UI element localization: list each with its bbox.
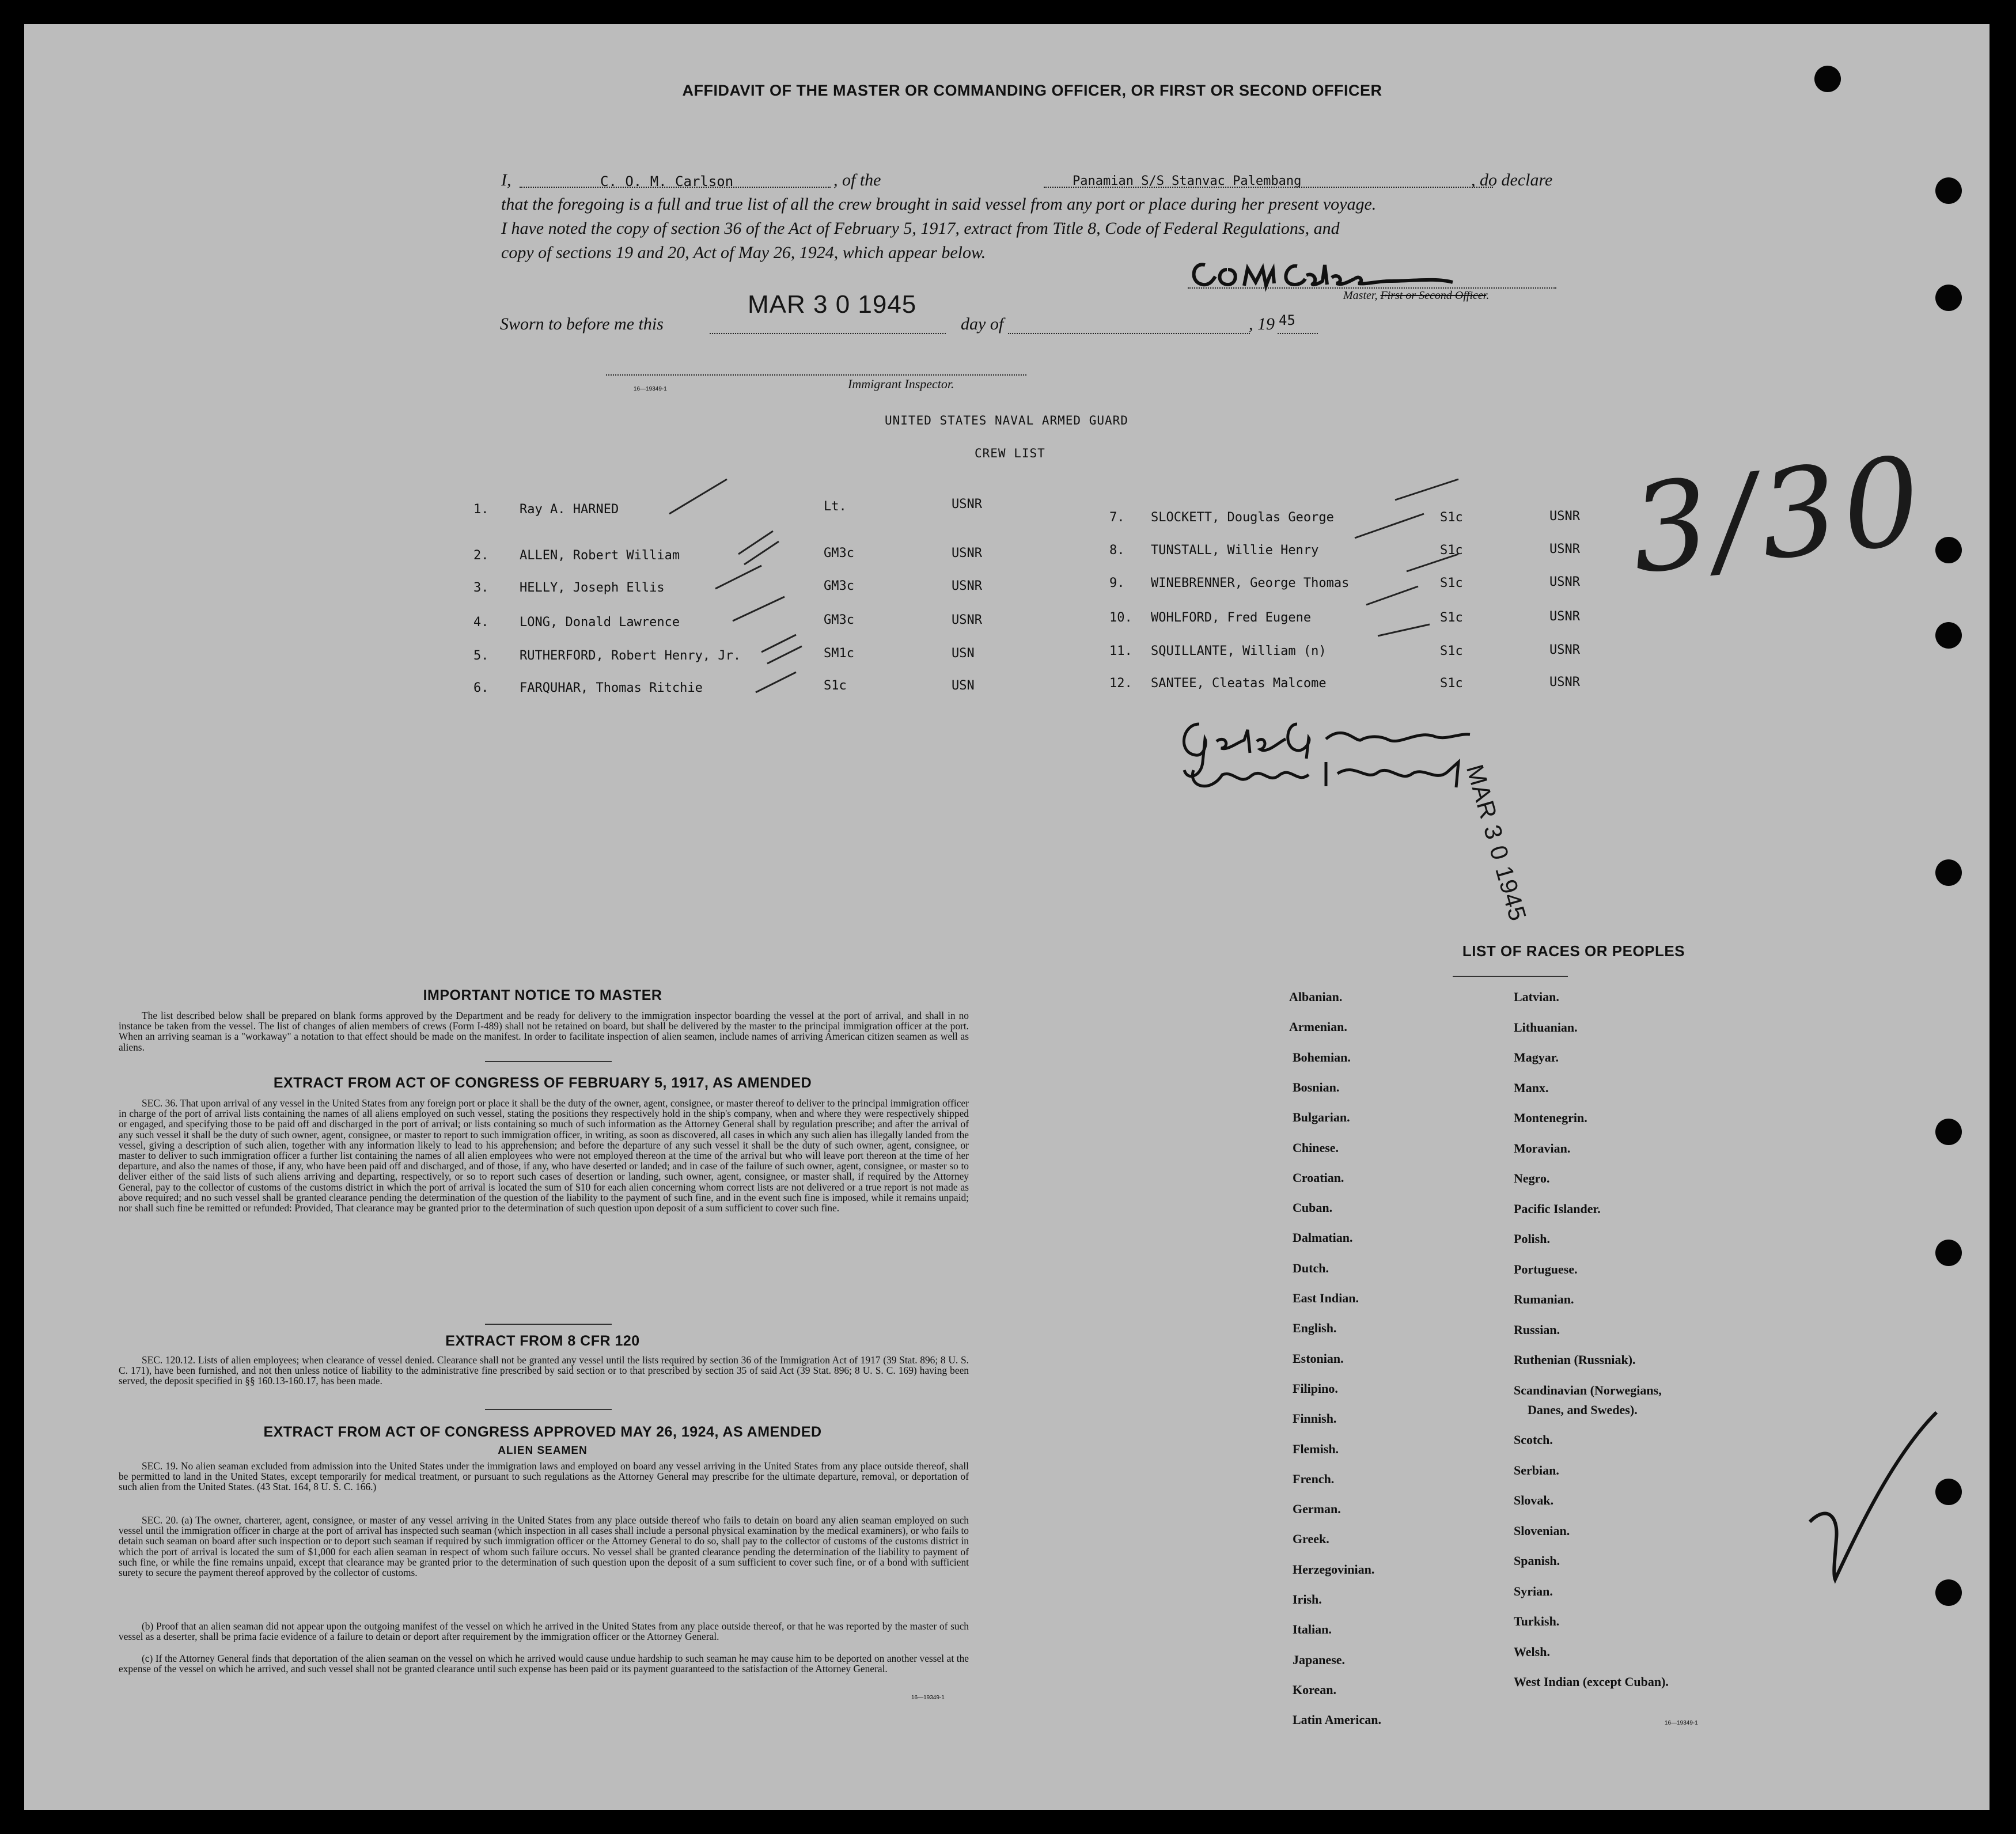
race-item: Filipino. bbox=[1293, 1381, 1338, 1396]
binder-hole bbox=[1935, 177, 1962, 204]
form-number: 16—19349-1 bbox=[911, 1695, 945, 1701]
race-item: Spanish. bbox=[1514, 1553, 1560, 1568]
crew-row: 7. bbox=[1109, 510, 1125, 525]
naval-guard-title: UNITED STATES NAVAL ARMED GUARD bbox=[885, 414, 1128, 427]
race-item: Dutch. bbox=[1293, 1260, 1329, 1275]
race-item: German. bbox=[1293, 1502, 1341, 1517]
document-page bbox=[24, 24, 1990, 1810]
extract-1924-sec20c: (c) If the Attorney General finds that deportation of the alien seaman on the vessel on which he arrived would cause undue hardship to such seaman he may cause him to be deported on another vessel at the expense of the vessel on which he arrived, and such vessel shall not be granted clearance until such expense has been paid or its payment guaranteed to the satisfaction of the Attorney General. bbox=[119, 1653, 969, 1675]
crew-name: WINEBRENNER, George Thomas bbox=[1151, 576, 1350, 590]
race-item: English. bbox=[1293, 1321, 1337, 1336]
crew-row: 4. bbox=[473, 615, 489, 630]
binder-hole bbox=[1935, 1240, 1962, 1266]
alien-seamen-subtitle: ALIEN SEAMEN bbox=[498, 1445, 588, 1457]
extract-1917-title: EXTRACT FROM ACT OF CONGRESS OF FEBRUARY 5, 1917, AS AMENDED bbox=[273, 1075, 812, 1091]
crew-service: USNR bbox=[952, 613, 982, 627]
race-item: Irish. bbox=[1293, 1592, 1322, 1606]
crew-name: HELLY, Joseph Ellis bbox=[520, 581, 665, 595]
crew-rating: S1c bbox=[824, 679, 847, 693]
crew-rating: GM3c bbox=[824, 579, 854, 593]
crew-name: FARQUHAR, Thomas Ritchie bbox=[520, 681, 703, 695]
crew-service: USN bbox=[952, 679, 975, 693]
extract-cfr-title: EXTRACT FROM 8 CFR 120 bbox=[445, 1333, 640, 1349]
binder-hole bbox=[1935, 1579, 1962, 1606]
race-item: Montenegrin. bbox=[1514, 1111, 1587, 1125]
race-item: Syrian. bbox=[1514, 1583, 1553, 1598]
race-item: Herzegovinian. bbox=[1293, 1562, 1375, 1577]
signature-line bbox=[1188, 287, 1556, 289]
race-item: Portuguese. bbox=[1514, 1261, 1578, 1276]
extract-1924-sec20b: (b) Proof that an alien seaman did not appear upon the outgoing manifest of the vessel on which he arrived in the United States from any place outside thereof, or that he was reported by the master of such vessel as a deserter, shall be prima facie evidence of a failure to detain or deport after requirement by the immigration officer or the Attorney General. bbox=[119, 1620, 969, 1643]
notice-text: The list described below shall be prepared on blank forms approved by the Department and be ready for delivery to the immigration inspector boarding the vessel at the port of arrival, and shall in no instance be taken from the vessel. The list of changes of alien members of crews (Form I-489) shall not be retained on board, but shall be delivered by the master to the principal immigration officer at the port. When an arriving seaman is a "workaway" a notation to that effect should be made on the manifest. In order to facilitate inspection of alien seamen, include names of arriving American citizen seamen as well as aliens. bbox=[119, 1010, 969, 1053]
crew-rating: Lt. bbox=[824, 499, 847, 514]
crew-list-title: CREW LIST bbox=[975, 446, 1045, 460]
affidavit-title: AFFIDAVIT OF THE MASTER OR COMMANDING OFFICER, OR FIRST OR SECOND OFFICER bbox=[682, 82, 1382, 99]
divider bbox=[485, 1061, 612, 1062]
extract-1924-sec20a: SEC. 20. (a) The owner, charterer, agent, consignee, or master of any vessel arriving in the United States from any place outside thereof who fails to detain on board any alien seaman employed on such vessel until the immigration officer in charge at the port of arrival has inspected such seaman (which inspection in all cases shall include a personal physical examination by the medical examiners), or who fails to detain such seaman on board after such inspection or to deport such seaman if required by such immigration officer or the Attorney General to do so, shall pay to the collector of customs of the customs district in which the port of arrival is located the sum of $1,000 for each alien seaman in respect of whom such failure occurs. No vessel shall be granted clearance pending the determination of the liability to payment of such fine, or while the fine remains unpaid, except that clearance may be granted prior to the determination of such question upon the deposit of a sum sufficient to cover such fine, or of a bond with sufficient surety to secure the payment thereof approved by the collector of customs. bbox=[119, 1514, 969, 1579]
race-item: Scandinavian (Norwegians, bbox=[1514, 1382, 1662, 1397]
crew-rating: SM1c bbox=[824, 646, 854, 661]
crew-service: USNR bbox=[1549, 509, 1580, 524]
race-item: Pacific Islander. bbox=[1514, 1201, 1601, 1216]
crew-name: Ray A. HARNED bbox=[520, 502, 619, 517]
race-item: Lithuanian. bbox=[1514, 1020, 1578, 1035]
inspector-signature bbox=[1170, 707, 1493, 799]
extract-1917-text: SEC. 36. That upon arrival of any vessel in the United States from any foreign port or place it shall be the duty of the owner, agent, consignee, or master thereof to deliver to the principal immigration officer in charge of the port of arrival lists containing the names of all aliens employed on such vessel, stating the positions they respectively hold in the ship's company, when and where they were respectively shipped or engaged, and specifying those to be paid off and discharged in the port of arrival; or lists containing so much of such information as the Attorney General shall by regulation prescribe; and after the arrival of any such vessel it shall be the duty of such owner, agent, consignee, or master to report to such immigration officer, in writing, as soon as discovered, all cases in which any such alien has illegally landed from the vessel, giving a description of such alien, together with any information likely to lead to his apprehension; and before the departure of any such vessel it shall be the duty of such owner, agent, consignee, or master to deliver to such immigration officer a further list containing the names of all alien employees who were not employed thereon at the time of the arrival but who will leave port thereon at the time of her departure, and also the names of those, if any, who have been paid off and discharged, and of those, if any, who have deserted or landed; and in case of the failure of such owner, agent, consignee, or master so to deliver either of the said lists of such aliens arriving and departing, respectively, or so to report such cases of desertion or landing, such owner, agent, consignee, or master shall, if required by the Attorney General, pay to the collector of customs of the customs district in which the port of arrival is located the sum of $10 for each alien concerning whom correct lists are not delivered or a true report is not made as above required; and no such vessel shall be granted clearance pending the determination of the question of the liability to the payment of such fine, and in the event such fine is imposed, while it remains unpaid; nor shall such fine be remitted or refunded: Provided, That clearance may be granted prior to the determination of such question upon deposit of a sum sufficient to cover such fine. bbox=[119, 1097, 969, 1214]
race-item: Japanese. bbox=[1293, 1652, 1346, 1667]
notice-title: IMPORTANT NOTICE TO MASTER bbox=[423, 987, 662, 1003]
crew-name: ALLEN, Robert William bbox=[520, 548, 680, 563]
vertical-date-stamp: MAR 3 0 1945 bbox=[1461, 761, 1532, 924]
crew-name: TUNSTALL, Willie Henry bbox=[1151, 543, 1319, 558]
year-label: , 19 bbox=[1249, 314, 1275, 334]
crew-service: USNR bbox=[1549, 609, 1580, 624]
binder-hole bbox=[1935, 1119, 1962, 1145]
vessel-name-line bbox=[1044, 187, 1493, 188]
race-item: Serbian. bbox=[1514, 1462, 1559, 1477]
race-item: Greek. bbox=[1293, 1532, 1329, 1547]
crew-name: SLOCKETT, Douglas George bbox=[1151, 510, 1334, 525]
race-item: Ruthenian (Russniak). bbox=[1514, 1352, 1636, 1367]
race-item: French. bbox=[1293, 1471, 1335, 1486]
inspector-line bbox=[606, 374, 1026, 376]
crew-row: 11. bbox=[1109, 644, 1132, 658]
race-item: Dalmatian. bbox=[1293, 1230, 1353, 1245]
declaration-line-2: that the foregoing is a full and true list of all the crew brought in said vessel from any port or place during her present voyage. bbox=[501, 195, 1377, 214]
race-item: Flemish. bbox=[1293, 1441, 1339, 1456]
crew-rating: S1c bbox=[1440, 543, 1463, 558]
race-item: Negro. bbox=[1514, 1171, 1550, 1185]
crew-row: 5. bbox=[473, 649, 489, 663]
crew-rating: S1c bbox=[1440, 611, 1463, 625]
race-item: Bosnian. bbox=[1293, 1079, 1340, 1094]
race-item: Danes, and Swedes). bbox=[1528, 1402, 1638, 1417]
race-item: Polish. bbox=[1514, 1231, 1550, 1246]
year-line bbox=[1278, 333, 1318, 334]
crew-row: 2. bbox=[473, 548, 489, 563]
crew-service: USNR bbox=[952, 579, 982, 593]
crew-name: RUTHERFORD, Robert Henry, Jr. bbox=[520, 649, 741, 663]
sworn-month-line bbox=[1008, 333, 1250, 334]
signature-caption: Master, First or Second Officer. bbox=[1343, 289, 1490, 302]
crew-row: 3. bbox=[473, 581, 489, 595]
extract-cfr-text: SEC. 120.12. Lists of alien employees; when clearance of vessel denied. Clearance shall not be granted any vessel until the lists required by section 36 of the Immigration Act of 1917 (39 Stat. 896; 8 U. S. C. 171), have been furnished, and not then unless notice of liability to the administrative fine prescribed by said section or to that prescribed by section 35 of said Act (39 Stat. 896; 8 U. S. C. 169) having been served, the deposit specified in §§ 160.13-160.17, has been made. bbox=[119, 1354, 969, 1387]
race-item: West Indian (except Cuban). bbox=[1514, 1674, 1669, 1689]
master-name-line bbox=[520, 187, 831, 188]
crew-check-marks bbox=[658, 473, 1464, 715]
form-number: 16—19349-1 bbox=[634, 386, 667, 392]
form-number: 16—19349-1 bbox=[1665, 1720, 1698, 1726]
crew-service: USNR bbox=[1549, 542, 1580, 556]
race-item: Magyar. bbox=[1514, 1050, 1559, 1064]
declaration-line-4: copy of sections 19 and 20, Act of May 26, 1924, which appear below. bbox=[501, 243, 986, 262]
race-item: Moravian. bbox=[1514, 1140, 1571, 1155]
race-item: East Indian. bbox=[1293, 1291, 1359, 1305]
race-item: Slovak. bbox=[1514, 1493, 1554, 1507]
race-item: Croatian. bbox=[1293, 1170, 1344, 1185]
race-item: Bulgarian. bbox=[1293, 1110, 1350, 1125]
race-item: Latin American. bbox=[1293, 1712, 1381, 1727]
race-item: Albanian. bbox=[1289, 990, 1343, 1004]
race-item: Chinese. bbox=[1293, 1140, 1339, 1155]
races-title: LIST OF RACES OR PEOPLES bbox=[1462, 942, 1685, 960]
crew-rating: GM3c bbox=[824, 613, 854, 627]
sworn-day-line bbox=[710, 333, 946, 334]
crew-rating: GM3c bbox=[824, 546, 854, 560]
crew-service: USN bbox=[952, 646, 975, 661]
crew-rating: S1c bbox=[1440, 644, 1463, 658]
extract-1924-sec19: SEC. 19. No alien seaman excluded from admission into the United States under the immigration laws and employed on board any vessel arriving in the United States from any place outside thereof, shall be permitted to land in the United States, except temporarily for medical treatment, or pursuant to such regulations as the Attorney General may prescribe for the ultimate departure, removal, or deportation of such alien from the United States. (43 Stat. 164, 8 U. S. C. 166.) bbox=[119, 1460, 969, 1493]
date-stamp: MAR 3 0 1945 bbox=[748, 290, 917, 319]
race-item: Korean. bbox=[1293, 1682, 1336, 1697]
crew-row: 9. bbox=[1109, 576, 1125, 590]
race-item: Russian. bbox=[1514, 1322, 1560, 1337]
do-declare-label: , do declare bbox=[1471, 170, 1553, 190]
binder-hole bbox=[1935, 622, 1962, 649]
crew-row: 6. bbox=[473, 681, 489, 695]
race-item: Slovenian. bbox=[1514, 1523, 1570, 1538]
crew-row: 8. bbox=[1109, 543, 1125, 558]
race-item: Scotch. bbox=[1514, 1433, 1553, 1447]
crew-service: USNR bbox=[952, 546, 982, 560]
of-the-label: , of the bbox=[833, 170, 881, 190]
crew-service: USNR bbox=[1549, 675, 1580, 689]
race-item: Bohemian. bbox=[1293, 1049, 1351, 1064]
divider bbox=[485, 1324, 612, 1325]
crew-service: USNR bbox=[952, 497, 982, 511]
crew-name: WOHLFORD, Fred Eugene bbox=[1151, 611, 1312, 625]
crew-name: LONG, Donald Lawrence bbox=[520, 615, 680, 630]
divider bbox=[485, 1409, 612, 1410]
race-item: Welsh. bbox=[1514, 1644, 1550, 1659]
crew-service: USNR bbox=[1549, 575, 1580, 589]
binder-hole bbox=[1814, 66, 1841, 92]
vessel-name-field: Panamian S/S Stanvac Palembang bbox=[1073, 174, 1302, 188]
race-item: Armenian. bbox=[1289, 1020, 1347, 1035]
crew-row: 10. bbox=[1109, 611, 1132, 625]
race-item: Finnish. bbox=[1293, 1411, 1337, 1426]
crew-rating: S1c bbox=[1440, 676, 1463, 691]
year-value: 45 bbox=[1279, 312, 1295, 328]
race-item: Turkish. bbox=[1514, 1614, 1560, 1628]
sworn-label: Sworn to before me this bbox=[500, 314, 664, 334]
i-label: I, bbox=[501, 170, 511, 190]
crew-service: USNR bbox=[1549, 643, 1580, 657]
race-item: Cuban. bbox=[1293, 1200, 1333, 1215]
crew-row: 1. bbox=[473, 502, 489, 517]
binder-hole bbox=[1935, 859, 1962, 886]
binder-hole bbox=[1935, 537, 1962, 563]
race-item: Latvian. bbox=[1514, 990, 1559, 1004]
crew-rating: S1c bbox=[1440, 576, 1463, 590]
crew-row: 12. bbox=[1109, 676, 1132, 691]
master-name-field: C. O. M. Carlson bbox=[600, 173, 734, 190]
binder-hole bbox=[1935, 285, 1962, 311]
handwritten-date: 3/30 bbox=[1624, 429, 1932, 601]
race-item: Manx. bbox=[1514, 1080, 1549, 1095]
day-of-label: day of bbox=[961, 314, 1004, 334]
declaration-line-3: I have noted the copy of section 36 of the Act of February 5, 1917, extract from Title 8, Code of Federal Regulations, and bbox=[501, 219, 1340, 238]
divider bbox=[1453, 976, 1568, 977]
race-item: Rumanian. bbox=[1514, 1292, 1574, 1306]
race-item: Estonian. bbox=[1293, 1351, 1344, 1366]
check-mark bbox=[1798, 1407, 1942, 1591]
binder-hole bbox=[1935, 1479, 1962, 1505]
extract-1924-title: EXTRACT FROM ACT OF CONGRESS APPROVED MAY 26, 1924, AS AMENDED bbox=[263, 1424, 822, 1440]
crew-name: SQUILLANTE, William (n) bbox=[1151, 644, 1327, 658]
inspector-label: Immigrant Inspector. bbox=[848, 377, 954, 391]
race-item: Italian. bbox=[1293, 1622, 1332, 1637]
crew-rating: S1c bbox=[1440, 510, 1463, 525]
crew-name: SANTEE, Cleatas Malcome bbox=[1151, 676, 1327, 691]
affidavit-declaration bbox=[462, 168, 1579, 265]
